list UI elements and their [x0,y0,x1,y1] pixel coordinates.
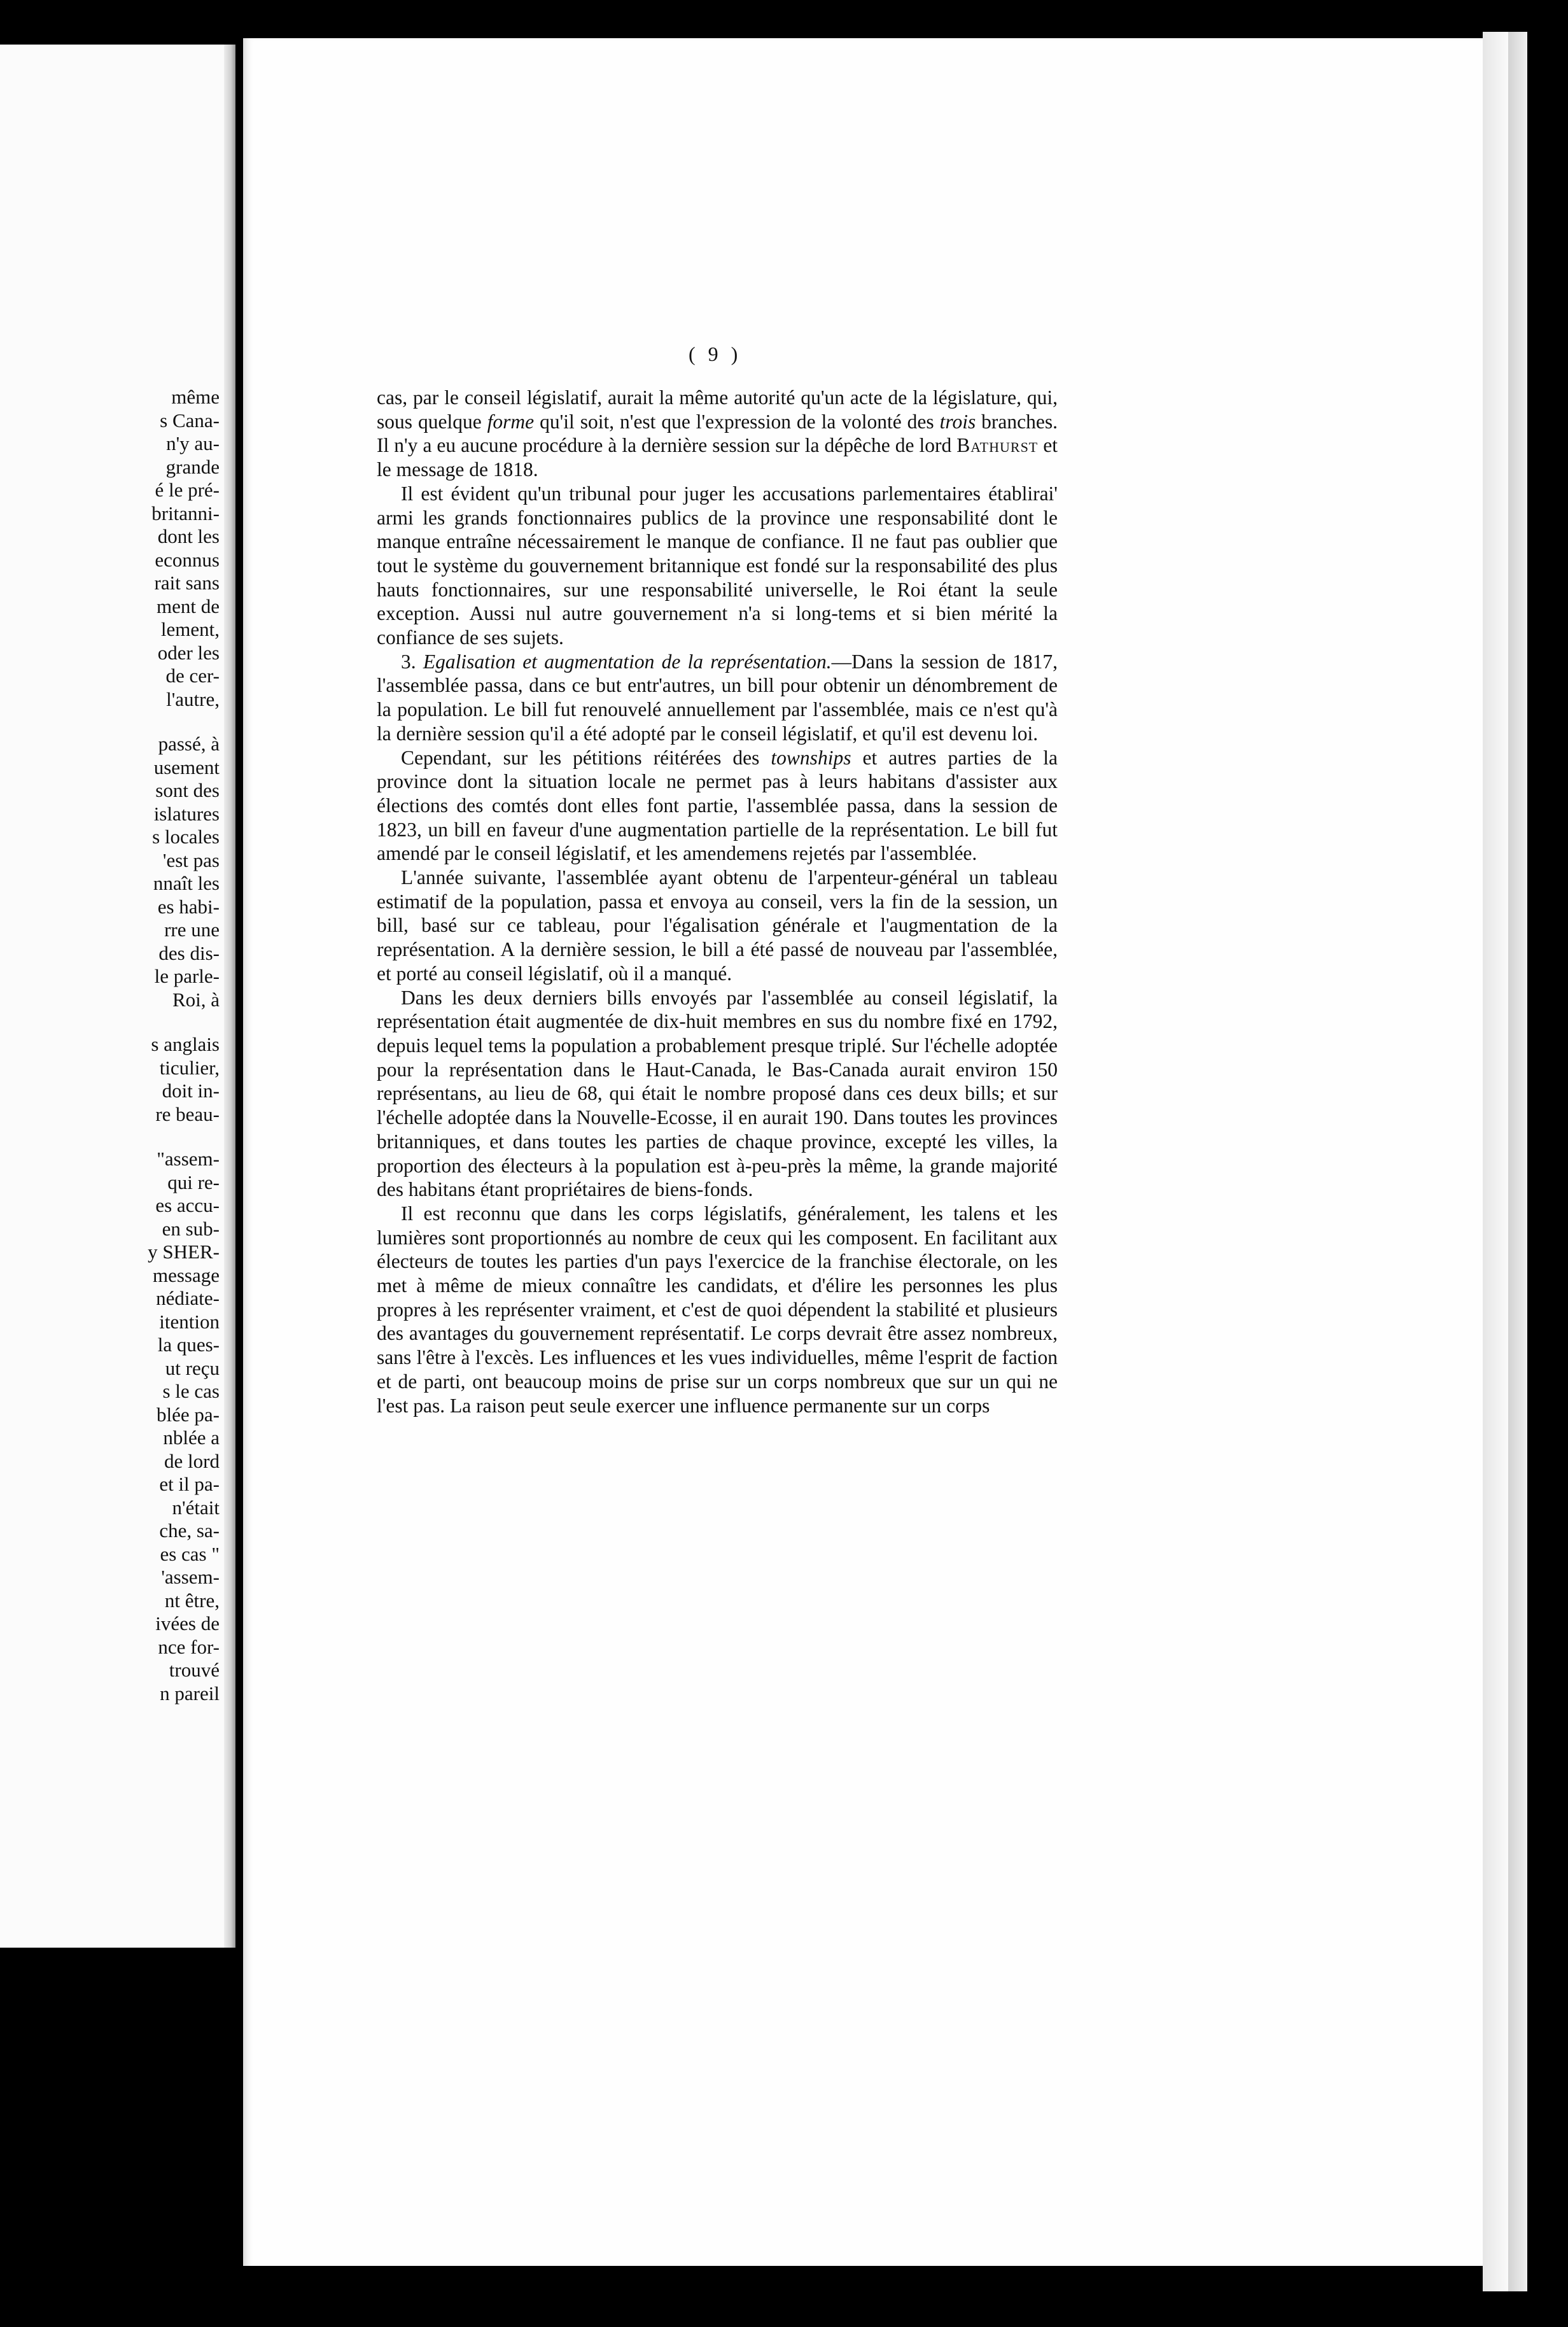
fragment-line: sont des [155,779,220,801]
line-gap [0,1126,220,1148]
paragraph-4: Cependant, sur les pétitions réitérées des townships et autres parties de la province dont la situation locale ne permet pas à leurs habitans d'assister aux élections des comtés dont elles font partie, l'assemblée passa, dans la session de 1823, un bill en faveur d'une augmentation partielle de la représentation. Le bill fut amendé par le conseil législatif, et les amendemens rejetés par l'assemblée. [377,746,1058,865]
section-heading: Egalisation et augmentation de la représentation. [423,650,832,673]
fragment-line: Roi, à [172,988,220,1011]
fragment-line: même [171,386,220,408]
paragraph-7: Il est reconnu que dans les corps législatifs, généralement, les talens et les lumières sont proportionnés au nombre de ceux qui les composent. En facilitant aux électeurs de toutes les parties d'un pays l'exercice de la franchise électorale, on les met à même de mieux connaître les candidats, et d'élire les personnes les plus propres à les représenter vraiment, et c'est de quoi dépendent la stabilité et plusieurs des avantages du gouvernement représentatif. Le corps devrait être assez nombreux, sans l'être à l'excès. Les influences et les vues individuelles, même l'esprit de faction et de parti, ont beaucoup moins de prise sur un corps nombreux que sur un qui ne l'est pas. La raison peut seule exercer une influence permanente sur un corps [377,1202,1058,1417]
fragment-line: "assem- [157,1148,220,1170]
fragment-line: s anglais [151,1033,220,1055]
facing-page [0,45,235,1948]
line-gap [0,1011,220,1033]
body-text [377,386,1058,1417]
fragment-line: trouvé [169,1659,220,1681]
fragment-line: re beau- [155,1102,220,1125]
fragment-line: rait sans [154,572,220,594]
paragraph-1: cas, par le conseil législatif, aurait la même autorité qu'un acte de la législature, qui, sous quelque forme qu'il soit, n'est que l'expression de la volonté des trois branches. Il n'y a eu aucune procédure à la dernière session sur la dépêche de lord Bathurst et le message de 1818. [377,386,1058,481]
fragment-line: et il pa- [159,1473,220,1495]
fragment-line: le parle- [154,965,220,987]
fragment-line: l'autre, [166,687,220,710]
fragment-line: nblée a [163,1426,220,1449]
fragment-line: che, sa- [159,1519,220,1542]
page-number: ( 9 ) [689,342,742,365]
fragment-line: é le pré- [155,479,220,501]
fragment-line: ment de [157,594,220,617]
fragment-line: des dis- [158,941,220,964]
paragraph-2: Il est évident qu'un tribunal pour juger les accusations parlementaires établirai' armi les grands fonctionnaires publics de la province une responsabilité dont le manque entraîne nécessairement le manque de confiance. Il ne faut pas oublier que tout le système du gouvernement britannique est fondé sur la responsabilité des plus hauts fonctionnaires, sur une responsabilité universelle, le Roi étant la seule exception. Aussi nul autre gouvernement n'a si long-tems et si bien mérité la confiance de ses sujets. [377,482,1058,649]
facing-page-text-fragment [0,386,220,1705]
line-gap [0,711,220,733]
page-gutter [224,45,235,1948]
fragment-line: s le cas [162,1380,220,1402]
fragment-line: passé, à [158,733,220,755]
fragment-line: ut reçu [165,1356,220,1379]
fragment-line: en sub- [162,1217,220,1240]
fragment-line: grande [165,455,220,478]
fragment-line: message [152,1263,220,1286]
fragment-line: nnaît les [153,872,220,894]
fragment-line: la ques- [157,1333,220,1356]
fragment-line: ivées de [155,1612,220,1635]
fragment-line: nédiate- [156,1287,220,1309]
fragment-line: n'y au- [166,432,220,454]
fragment-line: lement, [160,618,220,640]
paragraph-3: 3. Egalisation et augmentation de la représentation.—Dans la session de 1817, l'assemblée passa, dans ce but entr'autres, un bill pour obtenir un dénombrement de la population. Le bill fut renouvelé annuellement par l'assemblée, mais ce n'est qu'à la dernière session qu'il a été adopté par le conseil législatif, et qu'il est devenu loi. [377,650,1058,745]
paragraph-5: L'année suivante, l'assemblée ayant obtenu de l'arpenteur-général un tableau estimatif de la population, passa et envoya au conseil, vers la fin de la session, un bill, basé sur ce tableau, pour l'égalisation générale et l'augmentation de la représentation. A la dernière session, le bill a été passé de nouveau par l'assemblée, et porté au conseil législatif, où il a manqué. [377,866,1058,985]
fragment-line: s locales [152,826,220,848]
fragment-line: de cer- [165,664,220,687]
fragment-line: itention [159,1310,220,1333]
fragment-line: y SHER- [148,1241,220,1263]
fragment-line: econnus [155,548,220,571]
fragment-line: 'assem- [161,1566,220,1588]
fragment-line: blée pa- [157,1403,220,1426]
fragment-line: usement [153,756,220,778]
fragment-line: dont les [157,525,220,547]
fragment-line: 'est pas [162,848,220,871]
fragment-line: de lord [164,1449,220,1472]
page-edge-shadow [1508,32,1527,2291]
fragment-line: ticulier, [159,1056,220,1079]
fragment-line: n'était [172,1496,220,1519]
fragment-line: nce for- [158,1635,220,1658]
fragment-line: s Cana- [160,409,220,432]
paragraph-6: Dans les deux derniers bills envoyés par l'assemblée au conseil législatif, la représentation était augmentée de dix-huit membres en sus du nombre fixé en 1792, depuis lequel tems la population a probablement presque triplé. Sur l'échelle adoptée pour la représentation dans le Haut-Canada, le Bas-Canada aurait environ 150 représentans, au lieu de 68, qui était le nombre proposé dans ces deux bills; et sur l'échelle adoptée dans la Nouvelle-Ecosse, il en aurait 190. Dans toutes les provinces britanniques, et dans toutes les parties de chaque province, excepté les villes, la proportion des électeurs à la population est à-peu-près la même, la grande majorité des habitans étant propriétaires de biens-fonds. [377,986,1058,1201]
fragment-line: doit in- [162,1079,220,1102]
fragment-line: n pareil [160,1682,220,1705]
fragment-line: rre une [164,918,220,941]
page-edge [1483,32,1508,2291]
fragment-line: nt être, [164,1589,220,1612]
fragment-line: es cas " [160,1542,220,1565]
fragment-line: es habi- [157,895,220,918]
fragment-line: britanni- [151,502,220,524]
fragment-line: islatures [153,802,220,825]
fragment-line: qui re- [167,1171,220,1193]
fragment-line: oder les [157,641,220,664]
fragment-line: es accu- [155,1194,220,1216]
